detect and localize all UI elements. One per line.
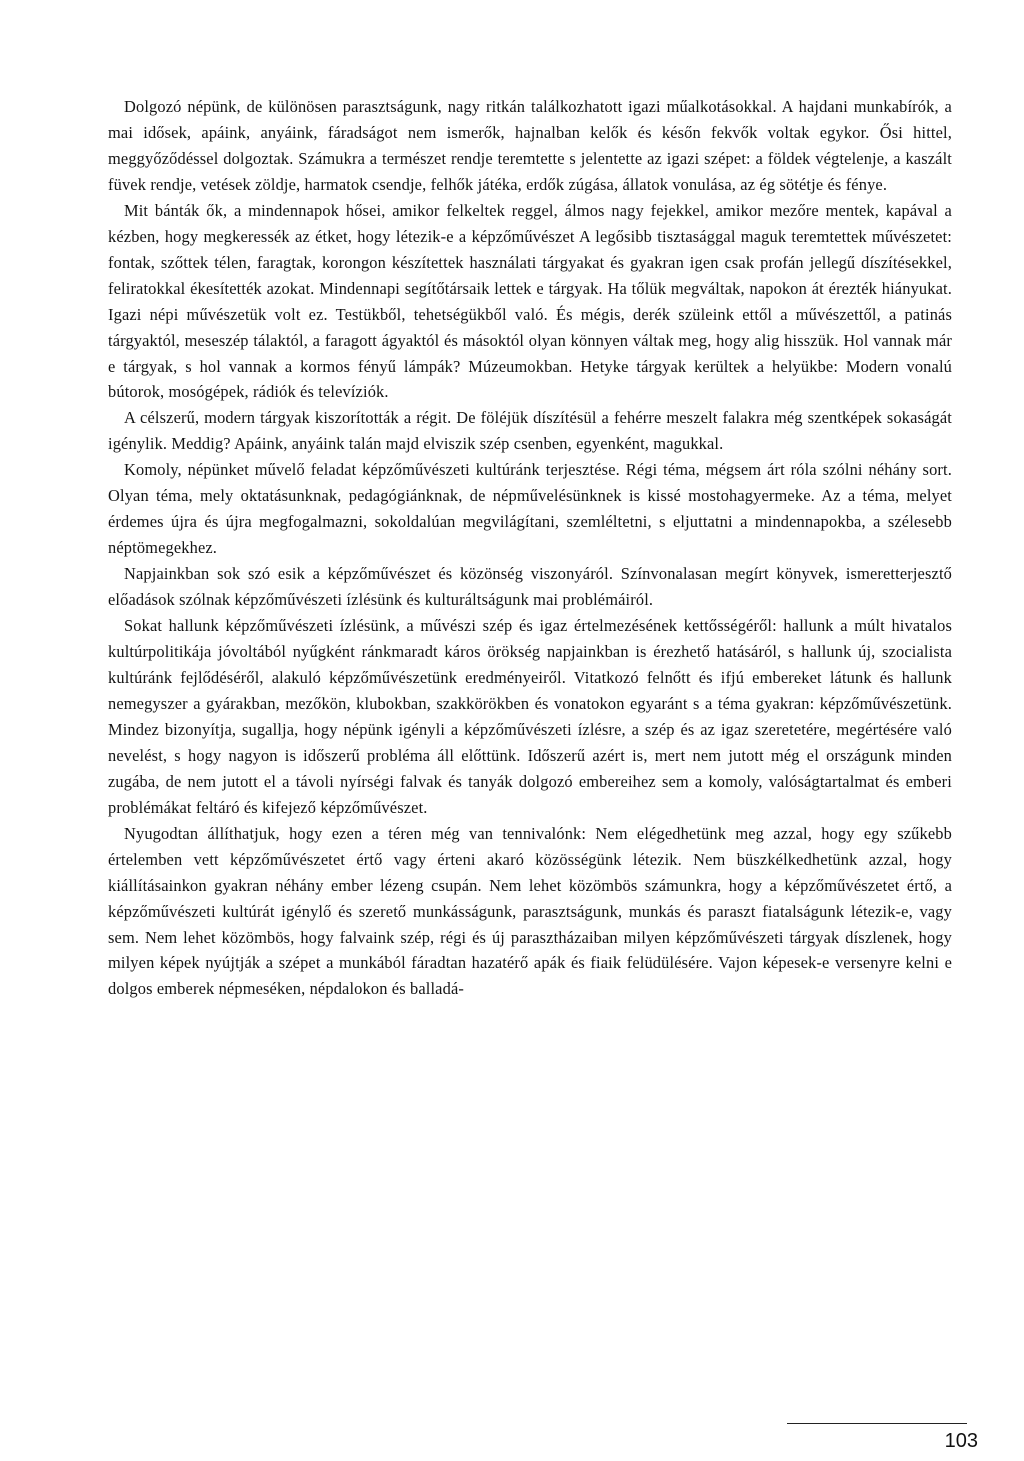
paragraph-7: Nyugodtan állíthatjuk, hogy ezen a téren még van tennivalónk: Nem elégedhetünk meg azzal, hogy egy szűkebb értelemben vett képzőművészetet értő vagy érteni akaró közösségünk létezik. Nem büszkélkedhetünk azzal, hogy kiállításainkon gyakran néhány ember lézeng csupán. Nem lehet közömbös számunkra, hogy a képzőművészetet értő, a képzőművészeti kultúrát igénylő és szerető munkásságunk, parasztságunk, munkás és paraszt fiatalságunk létezik-e, vagy sem. Nem lehet közömbös, hogy falvaink szép, régi és új parasztházaiban milyen képzőművészeti tárgyak díszlenek, hogy milyen képek nyújtják a szépet a munkából fáradtan hazatérő apák és fiaik felüdülésére. Vajon képesek-e versenyre kelni e dolgos emberek népmeséken, népdalokon és balladá- bbox=[108, 823, 952, 999]
paragraph-5: Napjainkban sok szó esik a képzőművészet és közönség viszonyáról. Színvonalasan megírt könyvek, ismeretterjesztő előadások szólnak képzőművészeti ízlésünk és kulturáltságunk mai problémáiról. bbox=[108, 564, 952, 610]
footer-rule bbox=[787, 1423, 967, 1424]
paragraph-2: Mit bánták ők, a mindennapok hősei, amikor felkeltek reggel, álmos nagy fejekkel, amikor mezőre mentek, kapával a kézben, hogy megkeressék az étket, hogy létezik-e a képzőművészet A legősibb tisztasággal maguk teremtettek művészetet: fontak, szőttek télen, faragtak, korongon készítettek használati tárgyakat és gyakran igen csak profán jellegű díszítésekkel, feliratokkal ékesítették azokat. Mindennapi segítőtársaik lettek e tárgyak. Ha tőlük megváltak, napokon át érezték hiányukat. Igazi népi művészetük volt ez. Testükből, tehetségükből való. És mégis, derék szüleink ettől a művészettől, a patinás tárgyaktól, meseszép tálaktól, a faragott ágyaktól és másoktól olyan könnyen váltak meg, hogy alig hisszük. Hol vannak már e tárgyak, s hol vannak a kormos fényű lámpák? Múzeumokban. Hetyke tárgyak kerültek a helyükbe: Modern vonalú bútorok, mosógépek, rádiók és televíziók. bbox=[108, 200, 952, 402]
paragraph-1: Dolgozó népünk, de különösen parasztságunk, nagy ritkán találkozhatott igazi műalkotásokkal. A hajdani munkabírók, a mai idősek, apáink, anyáink, fáradságot nem ismerők, hajnalban kelők és későn fekvők voltak egykor. Ősi hittel, meggyőződéssel dolgoztak. Számukra a természet rendje teremtette s jelentette az igazi szépet: a földek végtelenje, a kaszált füvek rendje, vetések zöldje, harmatok csendje, felhők játéka, erdők zúgása, állatok vonulása, az ég sötétje és fénye. bbox=[108, 97, 952, 194]
paragraph-3: A célszerű, modern tárgyak kiszorították a régit. De föléjük díszítésül a fehérre meszelt falakra még szentképek sokaságát igénylik. Meddig? Apáink, anyáink talán majd elviszik szép csenben, egyenként, magukkal. bbox=[108, 408, 952, 454]
paragraph-4: Komoly, népünket művelő feladat képzőművészeti kultúránk terjesztése. Régi téma, mégsem árt róla szólni néhány sort. Olyan téma, mely oktatásunknak, pedagógiánknak, de népművelésünknek is kissé mostohagyermeke. Az a téma, melyet érdemes újra és újra megfogalmazni, sokoldalúan megvilágítani, szemléltetni, s eljuttatni a mindennapokba, a szélesebb néptömegekhez. bbox=[108, 460, 952, 558]
body-text bbox=[108, 94, 952, 1002]
page-number: 103 bbox=[944, 1430, 978, 1452]
paragraph-6: Sokat hallunk képzőművészeti ízlésünk, a művészi szép és igaz értelmezésének kettősségéről: hallunk a múlt hivatalos kultúrpolitikája jóvoltából nyűgként ránkmaradt káros örökség napjainkban is érezhető hatásáról, s hallunk új, szocialista kultúránk fejlődéséről, alakuló képzőművészetünk eredményeiről. Vitatkozó felnőtt és ifjú embereket látunk és hallunk nemegyszer a gyárakban, mezőkön, klubokban, szakkörökben és vonatokon egyaránt s a téma gyakran: képzőművészetünk. Mindez bizonyítja, sugallja, hogy népünk igényli a képzőművészeti ízlésre, a szép és az igaz szeretetére, megértésére való nevelést, s hogy nagyon is időszerű probléma áll előttünk. Időszerű azért is, mert nem jutott még el országunk minden zugába, de nem jutott el a távoli nyírségi falvak és tanyák dolgozó embereihez sem a komoly, valóságtartalmat és emberi problémákat feltáró és kifejező képzőművészet. bbox=[108, 616, 952, 817]
